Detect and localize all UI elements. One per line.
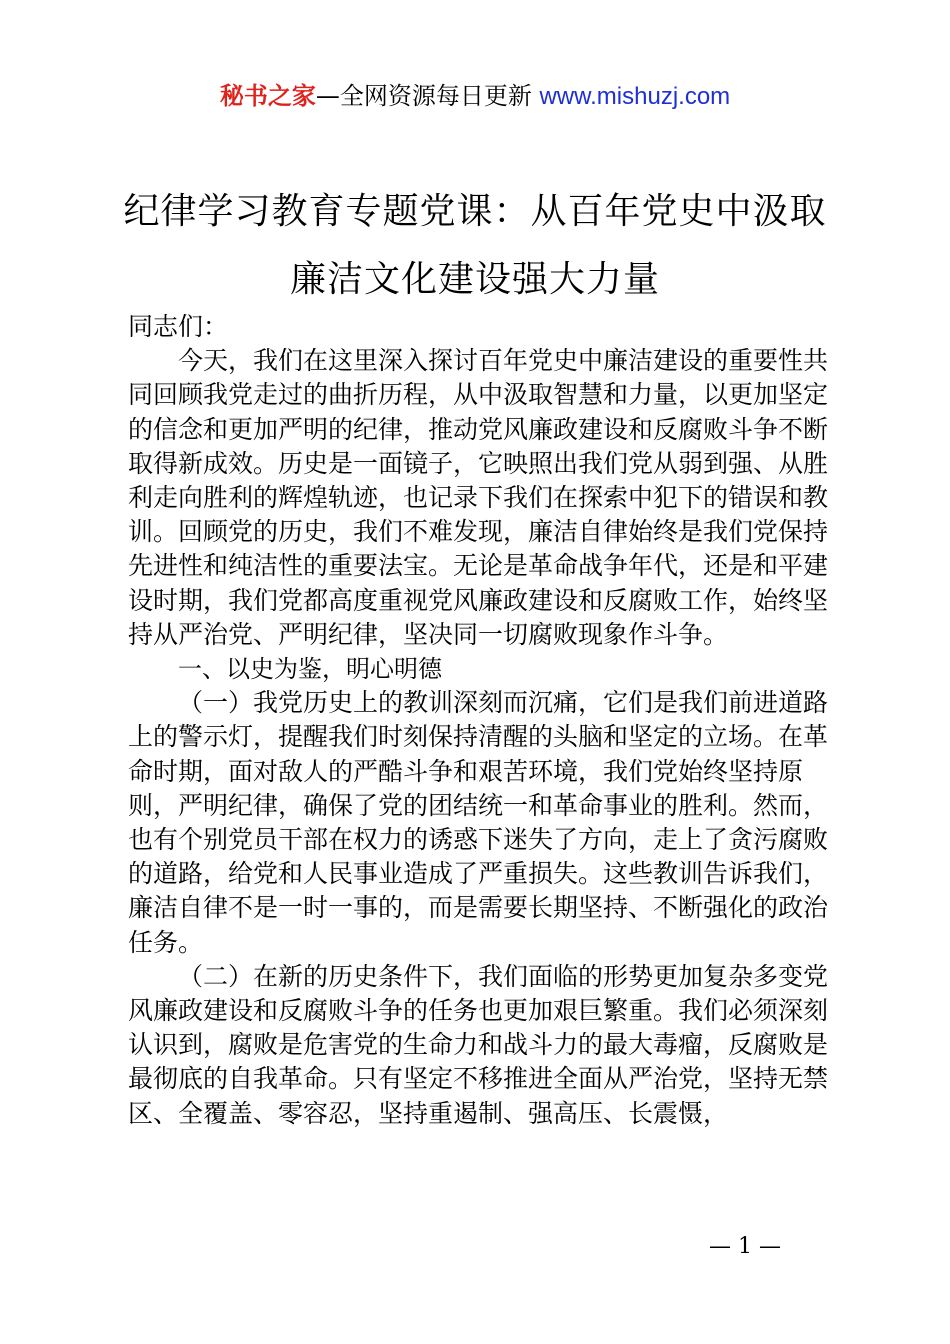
banner-brand: 秘书之家 [219,82,316,110]
banner-tagline: —全网资源每日更新 [315,82,532,110]
document-title-line-2: 廉洁文化建设强大力量 [289,259,660,300]
paragraph-intro: 今天，我们在这里深入探讨百年党史中廉洁建设的重要性共同回顾我党走过的曲折历程，从中汲取智慧和力量，以更加坚定的信念和更加严明的纪律，推动党风廉政建设和反腐败斗争不断取得新成效。历史是一面镜子，它映照出我们党从弱到强、从胜利走向胜利的辉煌轨迹，也记录下我们在探索中犯下的错误和教训。回顾党的历史，我们不难发现，廉洁自律始终是我们党保持先进性和纯洁性的重要法宝。无论是革命战争年代，还是和平建设时期，我们党都高度重视党风廉政建设和反腐败工作，始终坚持从严治党、严明纪律，坚决同一切腐败现象作斗争。 [128,346,829,649]
banner-url[interactable]: www.mishuzj.com [539,83,731,110]
document-title-line-1: 纪律学习教育专题党课：从百年党史中汲取 [123,191,827,232]
document-body [128,310,828,1131]
salutation: 同志们： [128,312,229,341]
paragraph-lesson-1: （一）我党历史上的教训深刻而沉痛，它们是我们前进道路上的警示灯，提醒我们时刻保持清醒的头脑和坚定的立场。在革命时期，面对敌人的严酷斗争和艰苦环境，我们党始终坚持原则，严明纪律，确保了党的团结统一和革命事业的胜利。然而，也有个别党员干部在权力的诱惑下迷失了方向，走上了贪污腐败的道路，给党和人民事业造成了严重损失。这些教训告诉我们，廉洁自律不是一时一事的，而是需要长期坚持、不断强化的政治任务。 [128,688,829,957]
section-heading-1: 一、以史为鉴，明心明德 [178,655,442,684]
site-banner [0,80,950,113]
page-number: — 1 — [709,1234,781,1259]
paragraph-lesson-2: （二）在新的历史条件下，我们面临的形势更加复杂多变党风廉政建设和反腐败斗争的任务也更加艰巨繁重。我们必须深刻认识到，腐败是危害党的生命力和战斗力的最大毒瘤，反腐败是最彻底的自我革命。只有坚定不移推进全面从严治党，坚持无禁区、全覆盖、零容忍，坚持重遏制、强高压、长震慑， [128,961,829,1128]
